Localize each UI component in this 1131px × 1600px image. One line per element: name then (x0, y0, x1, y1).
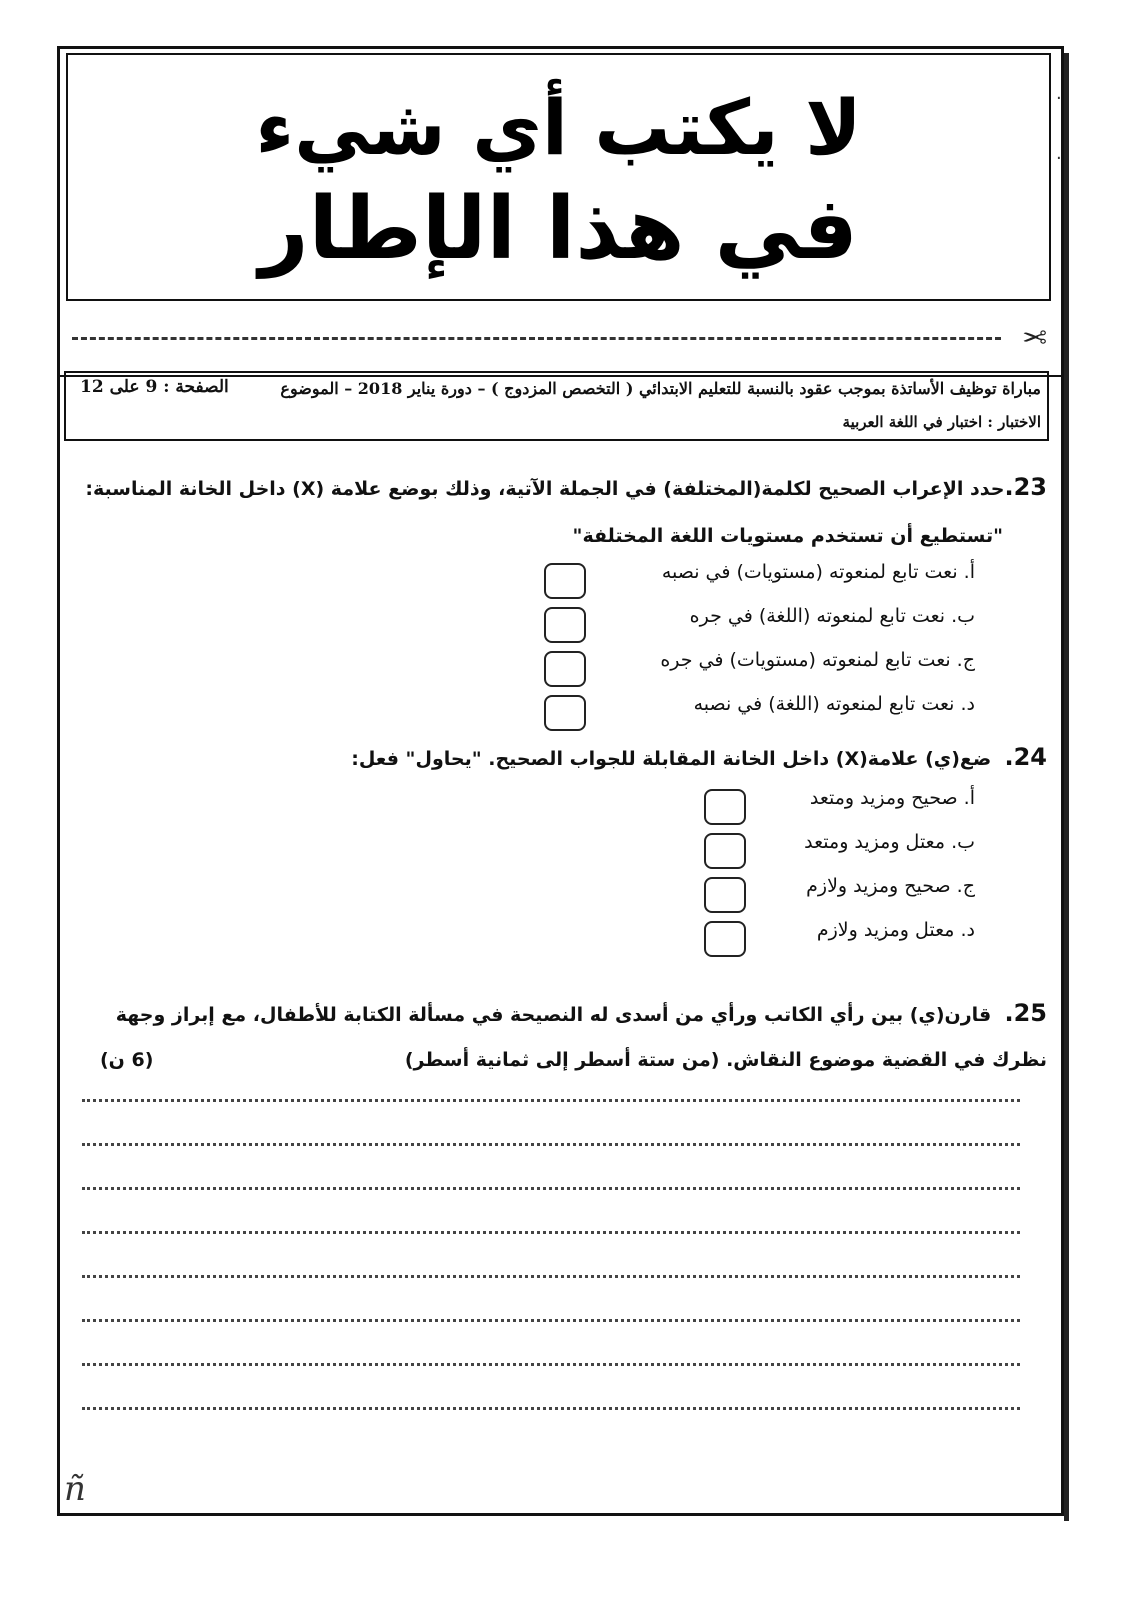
answer-line[interactable] (82, 1187, 1020, 1190)
question-25-prompt (116, 999, 1047, 1027)
no-write-title-line1: لا يكتب أي شيء (255, 83, 862, 172)
q23-option-a-checkbox[interactable] (544, 563, 586, 599)
q23-option-a (662, 561, 975, 605)
question-text: حدد الإعراب الصحيح لكلمة(المختلفة) في الجملة الآتية، وذلك بوضع علامة (X) داخل الخانة المناسبة: (85, 478, 1005, 500)
q24-option-d-checkbox[interactable] (704, 921, 746, 957)
option-label: ج. صحيح ومزيد ولازم (806, 875, 975, 897)
question-23-prompt (85, 473, 1047, 501)
no-write-title-line2: في هذا الإطار (259, 179, 858, 279)
exam-header (64, 371, 1049, 441)
q24-option-a (810, 787, 975, 831)
q23-option-d (694, 693, 975, 737)
q23-option-c-checkbox[interactable] (544, 651, 586, 687)
cut-row (60, 305, 1061, 377)
exam-header-subject: الاختبار : اختبار في اللغة العربية (842, 413, 1041, 431)
cut-dashed-line (72, 337, 1001, 340)
q24-option-a-checkbox[interactable] (704, 789, 746, 825)
q24-option-b (804, 831, 975, 875)
answer-line[interactable] (82, 1363, 1020, 1366)
page-frame (57, 46, 1064, 1516)
option-label: أ. صحيح ومزيد ومتعد (809, 787, 975, 809)
answer-line[interactable] (82, 1231, 1020, 1234)
q24-option-b-checkbox[interactable] (704, 833, 746, 869)
option-label: ب. نعت تابع لمنعوته (اللغة) في جره (689, 605, 975, 627)
option-label: ج. نعت تابع لمنعوته (مستويات) في جره (660, 649, 975, 671)
question-24-prompt (351, 743, 1047, 771)
question-text: ضع(ي) علامة(X) داخل الخانة المقابلة للجواب الصحيح. "يحاول" فعل: (351, 748, 992, 770)
question-25-points: (6 ن) (100, 1049, 154, 1071)
answer-line[interactable] (82, 1407, 1020, 1410)
answer-line[interactable] (82, 1143, 1020, 1146)
exam-header-title: مباراة توظيف الأساتذة بموجب عقود بالنسبة للتعليم الابتدائي ( التخصص المزدوج ) – دورة يناير 2018 – الموضوع (280, 379, 1041, 398)
option-label: د. معتل ومزيد ولازم (816, 919, 975, 941)
question-text: قارن(ي) بين رأي الكاتب ورأي من أسدى له النصيحة في مسألة الكتابة للأطفال، مع إبراز وجهة (115, 1004, 992, 1026)
q23-option-c (660, 649, 975, 693)
question-25-prompt-line2: نظرك في القضية موضوع النقاش. (من ستة أسطر إلى ثمانية أسطر) (404, 1049, 1047, 1071)
stray-dot-mark: · (1056, 148, 1062, 169)
scissors-icon: ✂ (1021, 321, 1047, 356)
option-label: أ. نعت تابع لمنعوته (مستويات) في نصبه (661, 561, 975, 583)
question-23-sentence: "تستطيع أن تستخدم مستويات اللغة المختلفة" (572, 525, 1003, 547)
handwritten-initial: ñ (64, 1469, 86, 1509)
q24-option-c (806, 875, 975, 919)
option-label: د. نعت تابع لمنعوته (اللغة) في نصبه (693, 693, 975, 715)
answer-line[interactable] (82, 1099, 1020, 1102)
option-label: ب. معتل ومزيد ومتعد (804, 831, 975, 853)
question-number: 23. (1004, 473, 1047, 501)
page-number: الصفحة : 9 على 12 (80, 377, 229, 397)
q24-option-c-checkbox[interactable] (704, 877, 746, 913)
answer-line[interactable] (82, 1319, 1020, 1322)
q23-option-b (690, 605, 975, 649)
q24-option-d (817, 919, 975, 963)
q23-option-d-checkbox[interactable] (544, 695, 586, 731)
question-number: 25. (1004, 999, 1047, 1027)
question-number: 24. (1004, 743, 1047, 771)
stray-dot-mark: · (1056, 88, 1062, 109)
q23-option-b-checkbox[interactable] (544, 607, 586, 643)
no-write-box (66, 53, 1051, 301)
answer-line[interactable] (82, 1275, 1020, 1278)
